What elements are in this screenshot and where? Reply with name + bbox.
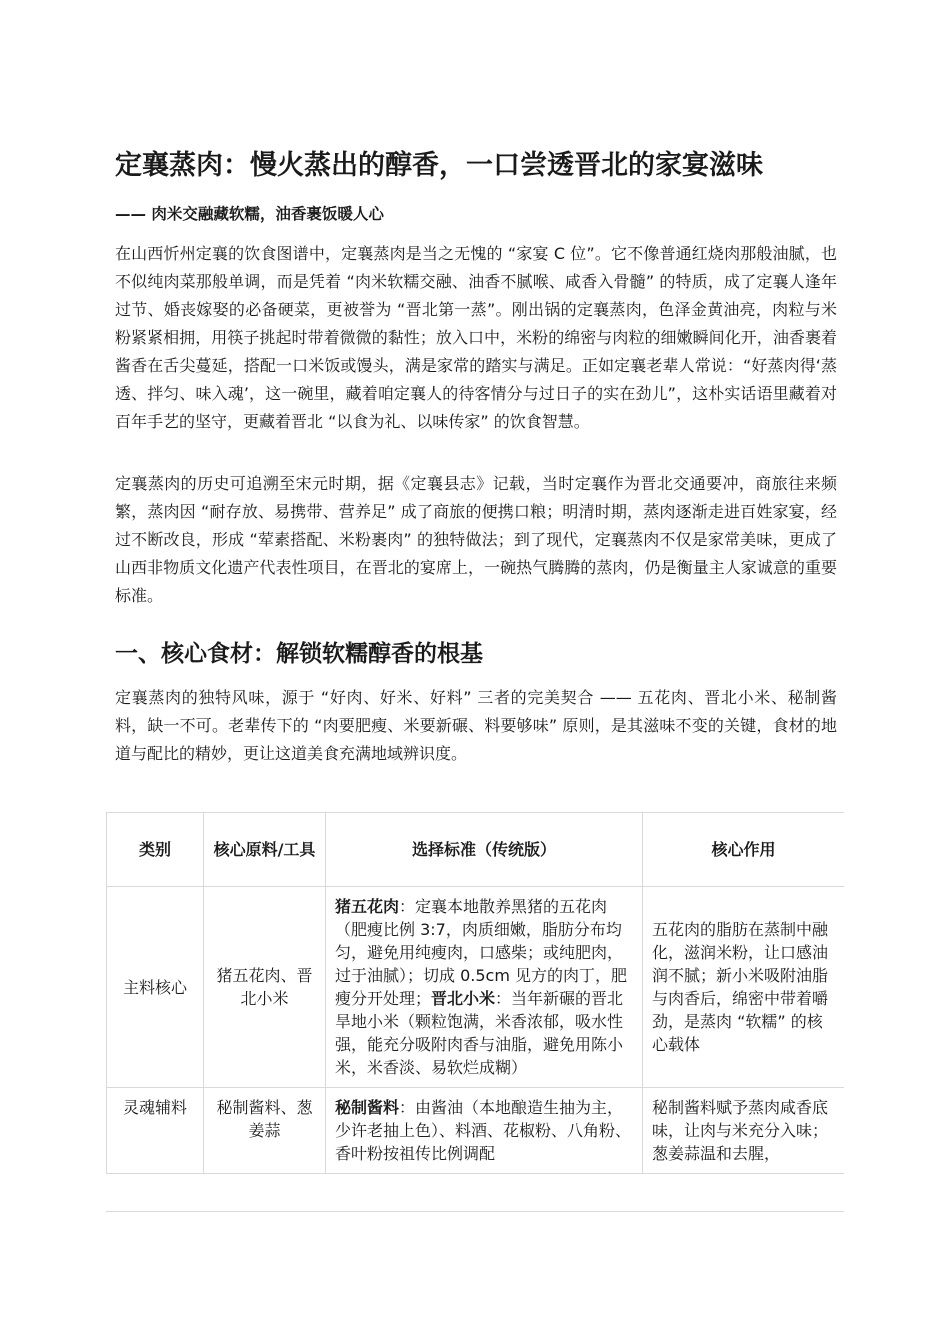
section-paragraph: 定襄蒸肉的独特风味，源于 “好肉、好米、好料” 三者的完美契合 —— 五花肉、晋北小米、秘制酱料，缺一不可。老辈传下的 “肉要肥瘦、米要新碾、料要够味” 原则，是其滋味不变的关键，食材的地道与配比的精妙，更让这道美食充满地域辨识度。 [115, 688, 837, 763]
ingredients-table [106, 812, 844, 1174]
role-cell: 五花肉的脂肪在蒸制中融化，滋润米粉，让口感油润不腻；新小米吸附油脂与肉香后，绵密中带着嚼劲，是蒸肉 “软糯” 的核心载体 [643, 887, 845, 1088]
term-desc: ：当年新碾的晋北旱地小米（颗粒饱满，米香浓郁，吸水性强，能充分吸附肉香与油脂，避免用陈小米，米香淡、易软烂成糊） [335, 989, 624, 1077]
intro-paragraph: 在山西忻州定襄的饮食图谱中，定襄蒸肉是当之无愧的 “家宴 C 位”。它不像普通红烧肉那般油腻，也不似纯肉菜那般单调，而是凭着 “肉米软糯交融、油香不腻喉、咸香入骨髓” 的特质，成了定襄人逢年过节、婚丧嫁娶的必备硬菜，更被誉为 “晋北第一蒸”。刚出锅的定襄蒸肉，色泽金黄油亮，肉粒与米粉紧紧相拥，用筷子挑起时带着微微的黏性；放入口中，米粉的绵密与肉粒的细嫩瞬间化开，油香裹着酱香在舌尖蔓延，搭配一口米饭或馒头，满是家常的踏实与满足。正如定襄老辈人常说：“好蒸肉得‘蒸透、拌匀、味入魂’，这一碗里，藏着咱定襄人的待客情分与过日子的实在劲儿”，这朴实话语里藏着对百年手艺的坚守，更藏着晋北 “以食为礼、以味传家” 的饮食智慧。 [115, 244, 837, 431]
term-desc: ：由酱油（本地酿造生抽为主，少许老抽上色）、料酒、花椒粉、八角粉、香叶粉按祖传比例调配 [335, 1098, 632, 1163]
role-cell: 秘制酱料赋予蒸肉咸香底味，让肉与米充分入味；葱姜蒜温和去腥， [643, 1088, 845, 1174]
material-cell: 秘制酱料、葱姜蒜 [204, 1088, 326, 1174]
standard-cell [326, 887, 643, 1088]
term-bold: 猪五花肉 [335, 897, 400, 916]
material-cell: 猪五花肉、晋北小米 [204, 887, 326, 1088]
table-header-row [107, 813, 845, 887]
ingredients-table-container [106, 812, 844, 1212]
category-cell: 灵魂辅料 [107, 1088, 204, 1174]
history-paragraph: 定襄蒸肉的历史可追溯至宋元时期，据《定襄县志》记载，当时定襄作为晋北交通要冲，商旅往来频繁，蒸肉因 “耐存放、易携带、营养足” 成了商旅的便携口粮；明清时期，蒸肉逐渐走进百姓家宴，经过不断改良，形成 “荤素搭配、米粉裹肉” 的独特做法；到了现代，定襄蒸肉不仅是家常美味，更成了山西非物质文化遗产代表性项目，在晋北的宴席上，一碗热气腾腾的蒸肉，仍是衡量主人家诚意的重要标准。 [115, 474, 837, 605]
table-row [107, 1088, 845, 1174]
table-header-cell: 核心作用 [643, 813, 845, 887]
standard-cell [326, 1088, 643, 1174]
table-header-cell: 选择标准（传统版） [326, 813, 643, 887]
subtitle: —— 肉米交融藏软糯，油香裹饭暖人心 [115, 205, 384, 223]
term-desc: ：定襄本地散养黑猪的五花肉（肥瘦比例 3:7，肉质细嫩，脂肪分布均匀，避免用纯瘦肉，口感柴；或纯肥肉，过于油腻）；切成 0.5cm 见方的肉丁，肥瘦分开处理； [335, 897, 628, 1008]
table-header-cell: 类别 [107, 813, 204, 887]
term-bold: 晋北小米 [431, 989, 496, 1008]
section-heading: 一、核心食材：解锁软糯醇香的根基 [115, 641, 483, 667]
table-row [107, 887, 845, 1088]
term-bold: 秘制酱料 [335, 1098, 400, 1117]
category-cell: 主料核心 [107, 887, 204, 1088]
page-title: 定襄蒸肉：慢火蒸出的醇香，一口尝透晋北的家宴滋味 [115, 150, 763, 181]
table-header-cell: 核心原料/工具 [204, 813, 326, 887]
